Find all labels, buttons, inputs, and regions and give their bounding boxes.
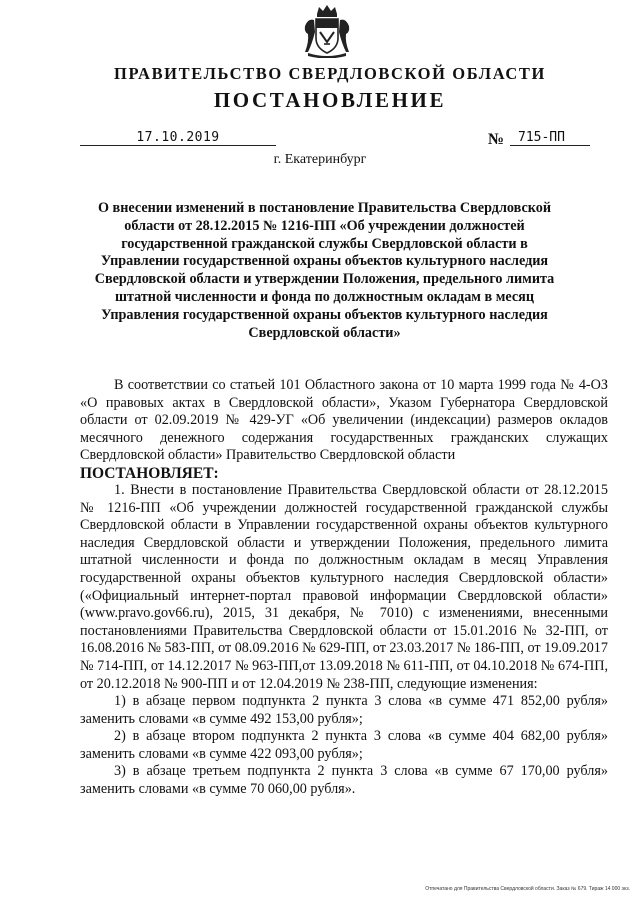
preamble-paragraph: В соответствии со статьей 101 Областного закона от 10 марта 1999 года № 4-ОЗ «О правовых актах в Свердловской области», Указом Губернатора Свердловской области от 02.09.2019 № 429-УГ «Об увеличении (индексации) размеров окладов месячного денежного содержания государственных гражданских служащих Свердловской области» Правительство Свердловской области (80, 377, 608, 464)
sverdlovsk-coat-of-arms-icon (302, 4, 352, 58)
number-sign: № (488, 131, 505, 148)
city-line: г. Екатеринбург (273, 152, 367, 167)
number-underline (510, 145, 590, 146)
date-underline (80, 145, 276, 146)
document-heading: О внесении изменений в постановление Правительства Свердловской области от 28.12.2015 № 1216-ПП «Об учреждении должностей государственной гражданской службы Свердловской области в Управлении государственной охраны объектов культурного наследия Свердловской области и утверждении Положения, предельного лимита штатной численности и фонда по должностным окладам в месяц Управления государственной охраны объектов культурного наследия Свердловской области» (94, 200, 555, 341)
subitem-3-paragraph: 3) в абзаце третьем подпункта 2 пункта 3 слова «в сумме 67 170,00 рубля» заменить словами «в сумме 70 060,00 рубля». (80, 763, 608, 798)
print-footnote: Отпечатано для Правительства Свердловской области. Заказ № 679. Тираж 14 000 экз. (425, 886, 630, 892)
government-title: ПРАВИТЕЛЬСТВО СВЕРДЛОВСКОЙ ОБЛАСТИ (114, 64, 546, 83)
document-date: 17.10.2019 (136, 130, 220, 145)
document-number: 715-ПП (518, 130, 565, 145)
document-type: ПОСТАНОВЛЕНИЕ (213, 88, 447, 112)
document-body (80, 377, 608, 799)
subitem-2-paragraph: 2) в абзаце втором подпункта 2 пункта 3 слова «в сумме 404 682,00 рубля» заменить словами «в сумме 422 093,00 рубля»; (80, 728, 608, 762)
item-1-paragraph: 1. Внести в постановление Правительства Свердловской области от 28.12.2015 № 1216-ПП «Об учреждении должностей государственной гражданской службы Свердловской области в Управлении государственной охраны объектов культурного наследия Свердловской области и утверждении Положения, предельного лимита штатной численности и фонда по должностным окладам в месяц Управления государственной охраны объектов культурного наследия Свердловской области» («Официальный интернет-портал правовой информации Свердловской области» (www.pravo.gov66.ru), 2015, 31 декабря, № 7010) с изменениями, внесенными постановлениями Правительства Свердловской области от 15.01.2016 № 32-ПП, от 16.08.2016 № 583-ПП, от 08.09.2016 № 629-ПП, от 23.03.2017 № 186-ПП, от 19.09.2017 № 714-ПП, от 14.12.2017 № 963-ПП,от 13.09.2018 № 611-ПП, от 04.10.2018 № 674-ПП, от 20.12.2018 № 900-ПП и от 12.04.2019 № 238-ПП, следующие изменения: (80, 481, 608, 692)
subitem-1-paragraph: 1) в абзаце первом подпункта 2 пункта 3 слова «в сумме 471 852,00 рубля» заменить словами «в сумме 492 153,00 рубля»; (80, 693, 608, 727)
decree-word: ПОСТАНОВЛЯЕТ: (80, 464, 219, 482)
